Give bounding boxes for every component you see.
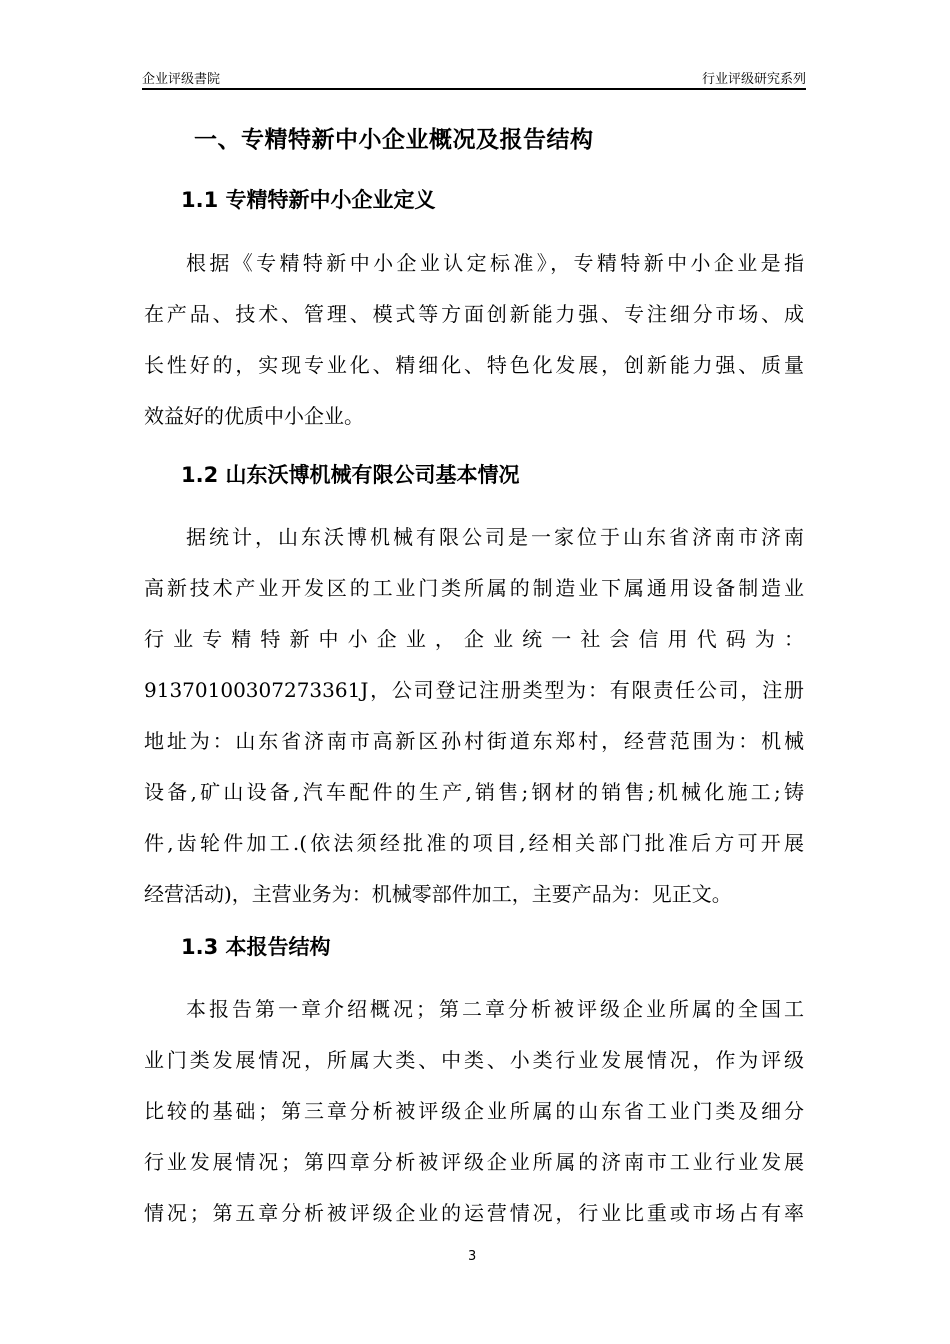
text-line: 行业发展情况；第四章分析被评级企业所属的济南市工业行业发展 [144, 1150, 804, 1174]
section-title-1-1: 1.1 专精特新中小企业定义 [181, 188, 436, 212]
text-line: 效益好的优质中小企业。 [144, 404, 364, 428]
text-line: 91370100307273361J，公司登记注册类型为：有限责任公司，注册 [144, 678, 804, 702]
text-line: 件,齿轮件加工.(依法须经批准的项目,经相关部门批准后方可开展 [144, 831, 804, 855]
text-line: 设备,矿山设备,汽车配件的生产,销售;钢材的销售;机械化施工;铸 [144, 780, 804, 804]
page-header [142, 68, 806, 88]
page-number: 3 [468, 1249, 477, 1264]
section-paragraph-1-1 [144, 238, 804, 442]
section-paragraph-1-2 [144, 512, 804, 920]
text-line: 在产品、技术、管理、模式等方面创新能力强、专注细分市场、成 [144, 302, 804, 326]
text-line: 高新技术产业开发区的工业门类所属的制造业下属通用设备制造业 [144, 576, 804, 600]
text-line: 根据《专精特新中小企业认定标准》，专精特新中小企业是指 [186, 251, 804, 275]
text-line: 长性好的，实现专业化、精细化、特色化发展，创新能力强、质量 [144, 353, 804, 377]
text-line: 比较的基础；第三章分析被评级企业所属的山东省工业门类及细分 [144, 1099, 804, 1123]
text-line: 据统计，山东沃博机械有限公司是一家位于山东省济南市济南 [186, 525, 804, 549]
header-divider [142, 88, 806, 90]
header-publisher: 企业评级書院 [142, 72, 221, 87]
text-line: 业门类发展情况，所属大类、中类、小类行业发展情况，作为评级 [144, 1048, 804, 1072]
header-series: 行业评级研究系列 [701, 72, 806, 87]
text-line: 经营活动)，主营业务为：机械零部件加工，主要产品为：见正文。 [144, 882, 732, 906]
section-title-1-3: 1.3 本报告结构 [181, 935, 331, 959]
chapter-title: 一、专精特新中小企业概况及报告结构 [194, 127, 594, 153]
section-title-1-2: 1.2 山东沃博机械有限公司基本情况 [181, 463, 520, 487]
text-line: 本报告第一章介绍概况；第二章分析被评级企业所属的全国工 [186, 997, 804, 1021]
text-line: 地址为：山东省济南市高新区孙村街道东郑村，经营范围为：机械 [144, 729, 804, 753]
text-line: 行业专精特新中小企业，企业统一社会信用代码为： [144, 627, 804, 651]
section-paragraph-1-3 [144, 984, 804, 1239]
text-line: 情况；第五章分析被评级企业的运营情况，行业比重或市场占有率 [144, 1201, 804, 1225]
